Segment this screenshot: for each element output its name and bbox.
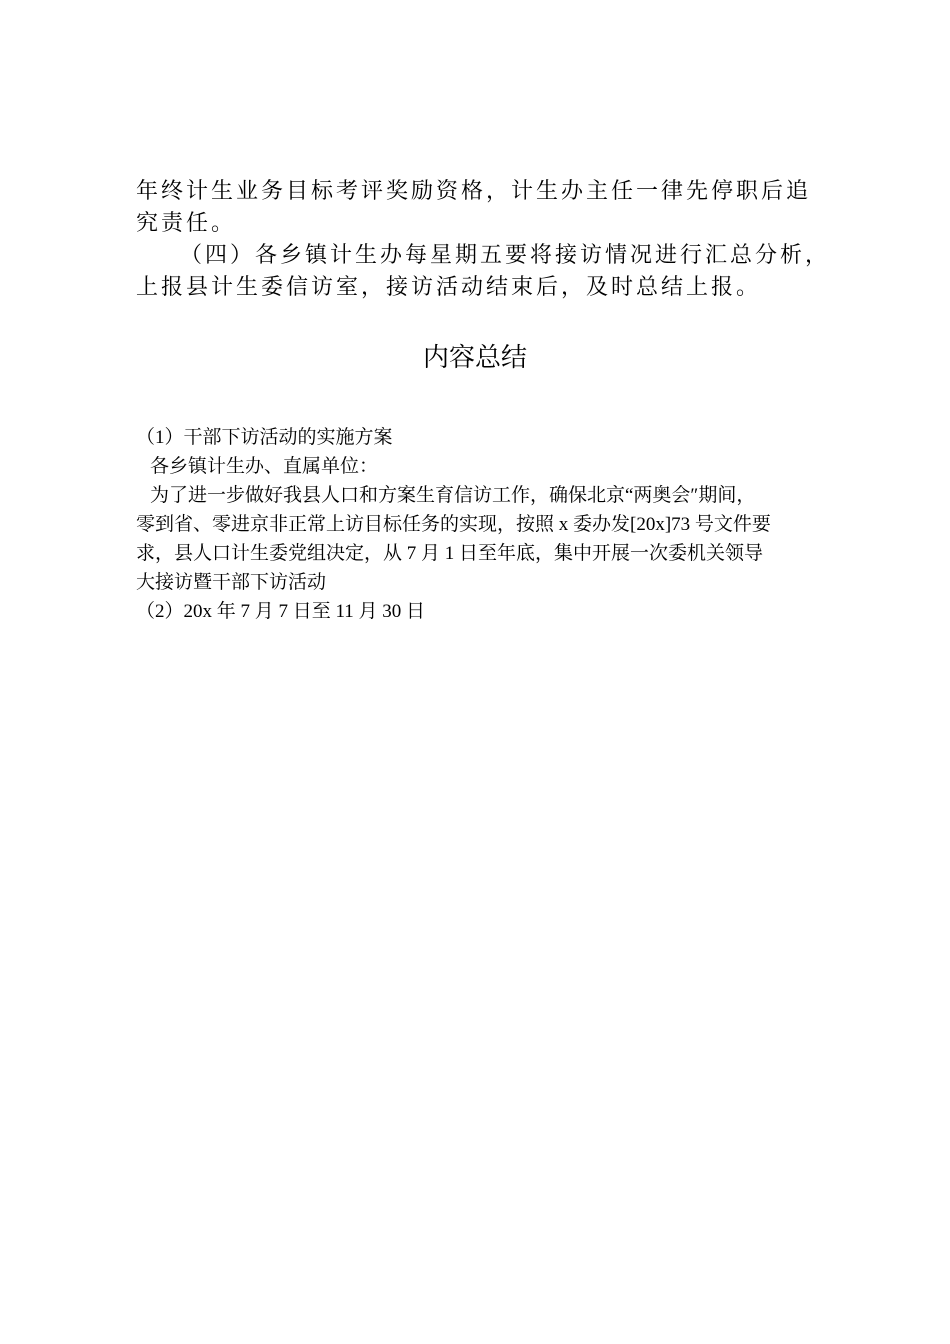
summary-content [136, 423, 826, 626]
paragraph-line: （四）各乡镇计生办每星期五要将接访情况进行汇总分析， [180, 243, 831, 268]
summary-title: 内容总结 [422, 343, 527, 373]
paragraph-line: 究责任。 [136, 211, 237, 236]
summary-body-line: 大接访暨干部下访活动 [136, 572, 327, 593]
paragraph-line: 年终计生业务目标考评奖励资格，计生办主任一律先停职后追 [136, 179, 812, 204]
summary-item-1: （1）干部下访活动的实施方案 [136, 427, 393, 448]
summary-salutation: 各乡镇计生办、直属单位： [150, 456, 379, 477]
summary-item-2: （2）20x 年 7 月 7 日至 11 月 30 日 [136, 601, 426, 622]
paragraph-line: 上报县计生委信访室，接访活动结束后，及时总结上报。 [136, 275, 762, 300]
summary-body-line: 为了进一步做好我县人口和方案生育信访工作，确保北京“两奥会″期间， [150, 485, 756, 506]
summary-body-line: 求，县人口计生委党组决定，从 7 月 1 日至年底，集中开展一次委机关领导 [136, 543, 764, 564]
paragraph-continued [136, 176, 836, 240]
paragraph-four [136, 240, 836, 304]
summary-body-line: 零到省、零进京非正常上访目标任务的实现，按照 x 委办发[20x]73 号文件要 [136, 514, 771, 535]
